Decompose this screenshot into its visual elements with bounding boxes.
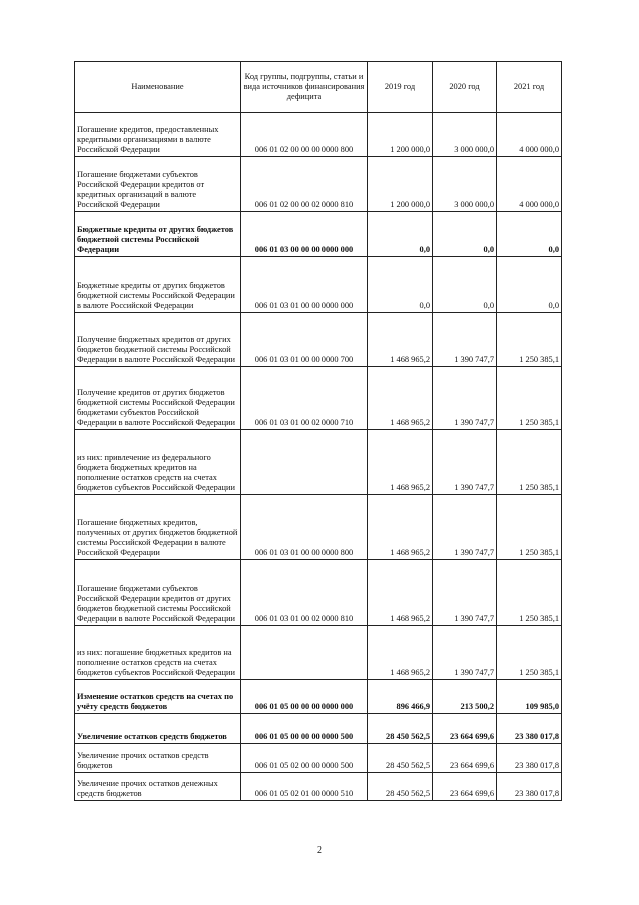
table-row — [75, 626, 562, 680]
cell-name: Изменение остатков средств на счетах по учёту средств бюджетов — [75, 680, 241, 714]
cell-2019: 1 468 965,2 — [368, 367, 433, 430]
cell-2021: 0,0 — [497, 257, 562, 313]
cell-2020: 1 390 747,7 — [433, 495, 497, 560]
cell-2020: 3 000 000,0 — [433, 157, 497, 212]
cell-2021: 1 250 385,1 — [497, 626, 562, 680]
cell-2021: 109 985,0 — [497, 680, 562, 714]
cell-name: Бюджетные кредиты от других бюджетов бюджетной системы Российской Федерации в валюте Российской Федерации — [75, 257, 241, 313]
cell-2021: 4 000 000,0 — [497, 157, 562, 212]
cell-code: 006 01 03 01 00 02 0000 710 — [241, 367, 368, 430]
cell-name: Получение кредитов от других бюджетов бюджетной системы Российской Федерации бюджетами субъектов Российской Федерации в валюте Российской Федерации — [75, 367, 241, 430]
cell-code: 006 01 02 00 00 00 0000 800 — [241, 113, 368, 157]
cell-2021: 23 380 017,8 — [497, 773, 562, 801]
cell-2019: 28 450 562,5 — [368, 744, 433, 773]
cell-code: 006 01 03 01 00 00 0000 000 — [241, 257, 368, 313]
header-2020: 2020 год — [433, 62, 497, 113]
table-row — [75, 157, 562, 212]
budget-table — [74, 61, 562, 801]
table-row — [75, 367, 562, 430]
cell-name: Погашение кредитов, предоставленных кредитными организациями в валюте Российской Федерации — [75, 113, 241, 157]
cell-code: 006 01 05 00 00 00 0000 000 — [241, 680, 368, 714]
cell-2020: 1 390 747,7 — [433, 626, 497, 680]
table-row — [75, 680, 562, 714]
cell-2020: 23 664 699,6 — [433, 773, 497, 801]
cell-2019: 1 468 965,2 — [368, 313, 433, 367]
table-row — [75, 495, 562, 560]
cell-2019: 1 468 965,2 — [368, 430, 433, 495]
cell-2021: 1 250 385,1 — [497, 430, 562, 495]
cell-2021: 23 380 017,8 — [497, 714, 562, 744]
cell-code: 006 01 03 01 00 00 0000 700 — [241, 313, 368, 367]
cell-2021: 1 250 385,1 — [497, 495, 562, 560]
cell-2021: 1 250 385,1 — [497, 367, 562, 430]
cell-2019: 1 200 000,0 — [368, 113, 433, 157]
cell-name: Получение бюджетных кредитов от других бюджетов бюджетной системы Российской Федерации в валюте Российской Федерации — [75, 313, 241, 367]
cell-code: 006 01 03 01 00 02 0000 810 — [241, 560, 368, 626]
cell-code: 006 01 03 01 00 00 0000 800 — [241, 495, 368, 560]
table-row — [75, 113, 562, 157]
cell-2020: 1 390 747,7 — [433, 560, 497, 626]
cell-2020: 1 390 747,7 — [433, 430, 497, 495]
cell-2021: 23 380 017,8 — [497, 744, 562, 773]
header-name: Наименование — [75, 62, 241, 113]
cell-2019: 0,0 — [368, 257, 433, 313]
table-row — [75, 430, 562, 495]
table-body — [75, 113, 562, 801]
cell-name: Погашение бюджетами субъектов Российской Федерации кредитов от других бюджетов бюджетной системы Российской Федерации в валюте Российской Федерации — [75, 560, 241, 626]
cell-name: Увеличение прочих остатков денежных средств бюджетов — [75, 773, 241, 801]
cell-2019: 1 468 965,2 — [368, 626, 433, 680]
cell-2019: 1 468 965,2 — [368, 560, 433, 626]
table-row — [75, 714, 562, 744]
cell-2019: 28 450 562,5 — [368, 773, 433, 801]
cell-2019: 28 450 562,5 — [368, 714, 433, 744]
cell-name: из них: привлечение из федерального бюджета бюджетных кредитов на пополнение остатков средств на счетах бюджетов субъектов Российской Федерации — [75, 430, 241, 495]
cell-2020: 0,0 — [433, 257, 497, 313]
cell-2020: 213 500,2 — [433, 680, 497, 714]
cell-2020: 3 000 000,0 — [433, 113, 497, 157]
cell-name: Увеличение остатков средств бюджетов — [75, 714, 241, 744]
header-2019: 2019 год — [368, 62, 433, 113]
header-row — [75, 62, 562, 113]
cell-code: 006 01 05 02 01 00 0000 510 — [241, 773, 368, 801]
cell-2019: 1 468 965,2 — [368, 495, 433, 560]
header-code: Код группы, подгруппы, статьи и вида источников финансирования дефицита — [241, 62, 368, 113]
header-2021: 2021 год — [497, 62, 562, 113]
cell-name: из них: погашение бюджетных кредитов на пополнение остатков средств на счетах бюджетов субъектов Российской Федерации — [75, 626, 241, 680]
table-row — [75, 313, 562, 367]
cell-code: 006 01 05 02 00 00 0000 500 — [241, 744, 368, 773]
cell-2020: 1 390 747,7 — [433, 367, 497, 430]
cell-name: Бюджетные кредиты от других бюджетов бюджетной системы Российской Федерации — [75, 212, 241, 257]
cell-2021: 1 250 385,1 — [497, 313, 562, 367]
cell-2021: 1 250 385,1 — [497, 560, 562, 626]
cell-2020: 0,0 — [433, 212, 497, 257]
cell-2021: 0,0 — [497, 212, 562, 257]
cell-2021: 4 000 000,0 — [497, 113, 562, 157]
cell-2020: 1 390 747,7 — [433, 313, 497, 367]
cell-code — [241, 626, 368, 680]
table-row — [75, 744, 562, 773]
cell-2020: 23 664 699,6 — [433, 744, 497, 773]
cell-2020: 23 664 699,6 — [433, 714, 497, 744]
table-row — [75, 212, 562, 257]
cell-2019: 1 200 000,0 — [368, 157, 433, 212]
table-row — [75, 773, 562, 801]
cell-2019: 896 466,9 — [368, 680, 433, 714]
cell-code: 006 01 03 00 00 00 0000 000 — [241, 212, 368, 257]
cell-code — [241, 430, 368, 495]
table-row — [75, 560, 562, 626]
cell-name: Увеличение прочих остатков средств бюджетов — [75, 744, 241, 773]
page-number: 2 — [317, 845, 322, 856]
cell-2019: 0,0 — [368, 212, 433, 257]
cell-code: 006 01 02 00 00 02 0000 810 — [241, 157, 368, 212]
cell-code: 006 01 05 00 00 00 0000 500 — [241, 714, 368, 744]
cell-name: Погашение бюджетами субъектов Российской Федерации кредитов от кредитных организаций в валюте Российской Федерации — [75, 157, 241, 212]
cell-name: Погашение бюджетных кредитов, полученных от других бюджетов бюджетной системы Российской Федерации в валюте Российской Федерации — [75, 495, 241, 560]
table-row — [75, 257, 562, 313]
